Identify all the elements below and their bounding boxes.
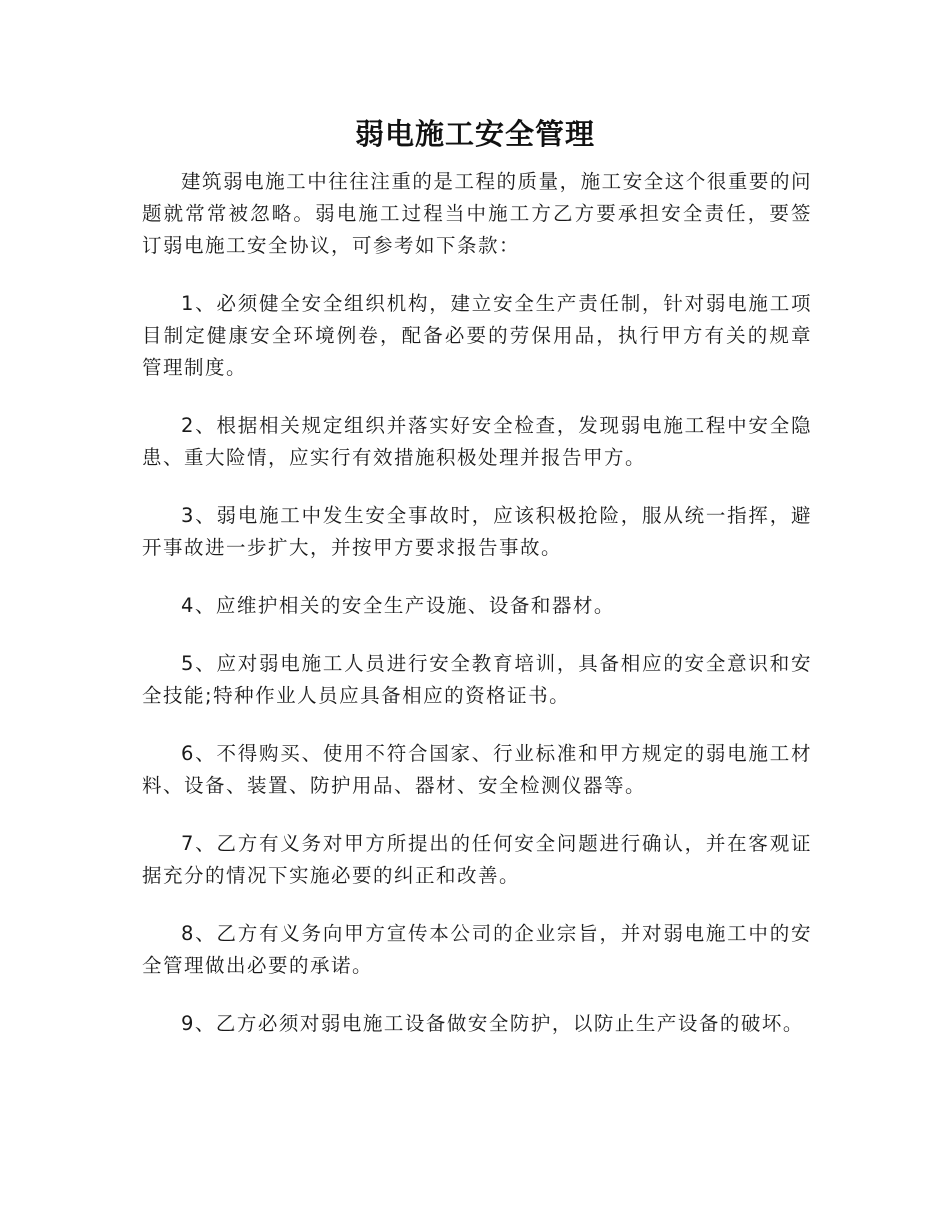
clause-paragraph: 8、乙方有义务向甲方宣传本公司的企业宗旨，并对弱电施工中的安全管理做出必要的承诺。 <box>142 922 812 977</box>
clause-paragraph: 7、乙方有义务对甲方所提出的任何安全问题进行确认，并在客观证据充分的情况下实施必要的纠正和改善。 <box>142 832 812 887</box>
document-title: 弱电施工安全管理 <box>354 117 595 151</box>
clause-paragraph: 6、不得购买、使用不符合国家、行业标准和甲方规定的弱电施工材料、设备、装置、防护用品、器材、安全检测仪器等。 <box>142 742 812 797</box>
clause-paragraph: 9、乙方必须对弱电施工设备做安全防护，以防止生产设备的破坏。 <box>181 1012 804 1035</box>
document-body <box>142 166 812 1066</box>
clause-paragraph: 2、根据相关规定组织并落实好安全检查，发现弱电施工程中安全隐患、重大险情，应实行有效措施积极处理并报告甲方。 <box>142 414 812 469</box>
clause-paragraph: 1、必须健全安全组织机构，建立安全生产责任制，针对弱电施工项目制定健康安全环境例卷，配备必要的劳保用品，执行甲方有关的规章管理制度。 <box>142 292 812 379</box>
intro-paragraph: 建筑弱电施工中往往注重的是工程的质量，施工安全这个很重要的问题就常常被忽略。弱电施工过程当中施工方乙方要承担安全责任，要签订弱电施工安全协议，可参考如下条款： <box>142 170 812 257</box>
clause-paragraph: 3、弱电施工中发生安全事故时，应该积极抢险，服从统一指挥，避开事故进一步扩大，并按甲方要求报告事故。 <box>142 504 812 559</box>
clause-paragraph: 5、应对弱电施工人员进行安全教育培训，具备相应的安全意识和安全技能;特种作业人员应具备相应的资格证书。 <box>142 652 812 707</box>
clause-paragraph: 4、应维护相关的安全生产设施、设备和器材。 <box>181 594 615 617</box>
